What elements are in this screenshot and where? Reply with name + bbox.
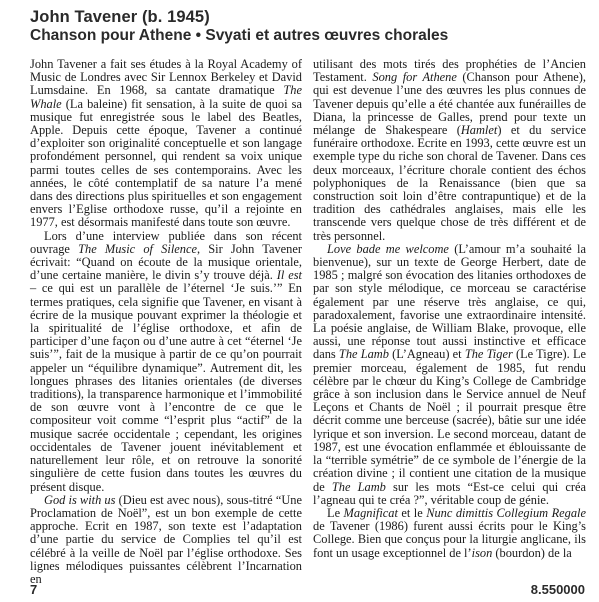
paragraph xyxy=(313,507,586,560)
left-column xyxy=(30,58,302,586)
paragraph xyxy=(30,494,302,586)
text-run: (Chanson pour Athene), qui est devenue l’une des œuvres les plus connues de Tavener depuis qu’elle a été chantée aux funérailles de Diana, la princesse de Galles, prend pour texte un mélange de Shakespeare ( xyxy=(313,70,586,138)
right-column xyxy=(313,58,586,560)
text-run: (La baleine) fit sensation, à la suite de quoi sa musique fut enregistrée sous le label des Beatles, Apple. Depuis cette époque, Tavener a continué d’exploiter son originalité conceptuelle et son langage profondément personnel, qui rendent sa voix unique parmi toutes celles de ses contemporains. Avec les années, le côté contemplatif de sa nature l’a mené dans des directions plus spirituelles et son engagement envers l’Eglise orthodoxe russe, qu’il a rejointe en 1977, est désormais manifesté dans toute son œuvre. xyxy=(30,96,302,230)
text-run: de Tavener (1986) furent aussi écrits pour le King’s College. Bien que conçus pour la liturgie anglicane, ils font un usage exceptionnel de l’ xyxy=(313,519,586,560)
text-run: , Sir John Tavener écrivait: “Quand on écoute de la musique orientale, d’une certaine manière, le divin s’y trouve déjà. xyxy=(30,241,302,283)
text-run: John Tavener a fait ses études à la Royal Academy of Music de Londres avec Sir Lennox Berkeley et David Lumsdaine. En 1968, sa cantate dramatique xyxy=(30,57,302,98)
text-run: (Le Tigre). Le premier morceau, également de 1985, fut rendu célèbre par le chœur du King’s College de Cambridge grâce à son inclusion dans le Service annuel de Neuf Leçons et Chants de Noël ; il pourrait presque être décrit comme une berceuse (sacrée), bâtie sur une idée lyrique et son inversion. Le second morceau, datant de 1987, est une évocation enflammée et éblouissante de la “terrible symétrie” de ce symbole de l’énergie de la création divine ; il contient une citation de la musique de xyxy=(313,347,587,494)
italic-title-run: Nunc dimittis Collegium Regale xyxy=(426,505,586,520)
italic-title-run: The Tiger xyxy=(464,347,513,362)
catalogue-number: 8.550000 xyxy=(530,582,585,597)
italic-title-run: Hamlet xyxy=(460,123,498,138)
page-title: John Tavener (b. 1945) xyxy=(30,8,210,26)
italic-title-run: Song for Athene xyxy=(372,70,457,85)
text-run: Le xyxy=(327,505,344,520)
italic-title-run: The Lamb xyxy=(338,347,389,362)
italic-title-run: The Whale xyxy=(30,83,302,111)
italic-title-run: The Music of Silence xyxy=(78,241,197,256)
paragraph xyxy=(30,58,302,230)
italic-title-run: Magnificat xyxy=(343,505,398,520)
text-run: ) et du service funéraire orthodoxe. Ecrite en 1993, cette œuvre est un exemple type du riche son choral de Tavener. Dans ces deux morceaux, l’écriture chorale contient des échos polyphoniques de la Renaissance (bien que sa construction soit loin d’être contrapuntique) et de la tradition des cathédrales anglaises, mais elle les transcende vers quelque chose de très différent et de très personnel. xyxy=(313,123,586,243)
text-run: (L’amour m’a souhaité la bienvenue), sur un texte de George Herbert, date de 1985 ; malgré son évocation des litanies orthodoxes de par son style mélodique, ce morceau se caractérise également par une réserve très anglaise, ce qui, paradoxalement, favorise une extraordinaire intensité. La poésie anglaise, de William Blake, provoque, elle aussi, une réponse tout aussi instinctive et efficace dans xyxy=(313,241,586,362)
italic-title-run: Love bade me welcome xyxy=(327,241,449,256)
italic-title-run: ison xyxy=(471,545,493,560)
italic-title-run: God is with us xyxy=(44,492,116,507)
text-run: – ce qui est un parallèle de l’éternel ‘Je suis.’” En termes pratiques, cela signifie que Tavener, en visant à écrire de la musique pouvant exprimer la théologie et la spiritualité de l’église orthodoxe, et afin de participer d’une façon ou d’une autre à cet “éternel ‘Je suis’”, fait de la musique à partir de ce qu’on pourrait appeler un “équilibre dynamique”. Autrement dit, les longues phrases des litanies orientales (de diverses traditions), la transparence harmonique et l’immobilité de son œuvre vont à l’encontre de ce que le compositeur voit comme “l’esprit plus “actif” de la musique sacrée occidentale ; cependant, les origines occidentales de Tavener jouent inévitablement et naturellement leur rôle, et on retrouve la sonorité singulière de cette fusion dans toutes les œuvres du présent disque. xyxy=(30,281,302,494)
paragraph xyxy=(313,243,586,507)
text-run: sur les mots “Est-ce celui qui créa l’agneau qui te créa ?”, véritable coup de génie. xyxy=(313,479,586,507)
text-run: et le xyxy=(397,505,427,520)
page-subtitle: Chanson pour Athene • Svyati et autres œuvres chorales xyxy=(30,27,449,44)
paragraph xyxy=(313,58,586,243)
text-run: utilisant des mots tirés des prophéties de l’Ancien Testament. xyxy=(313,57,586,85)
text-run: (L’Agneau) et xyxy=(388,347,465,362)
text-run: Lors d’une interview publiée dans son récent ouvrage xyxy=(30,228,302,256)
text-run: (bourdon) de la xyxy=(492,545,572,560)
text-run: (Dieu est avec nous), sous-titré “Une Proclamation de Noël”, est un bon exemple de cette approche. Ecrit en 1987, son texte est l’adaptation d’une partie du service de Complies tel qu’il est célébré à la veille de Noël par l’église orthodoxe. Ses lignes mélodiques puissantes célèbrent l’Incarnation en xyxy=(30,492,302,586)
page-number: 7 xyxy=(30,582,38,597)
paragraph xyxy=(30,230,302,494)
italic-title-run: The Lamb xyxy=(331,479,386,494)
italic-title-run: Il est xyxy=(276,268,302,283)
